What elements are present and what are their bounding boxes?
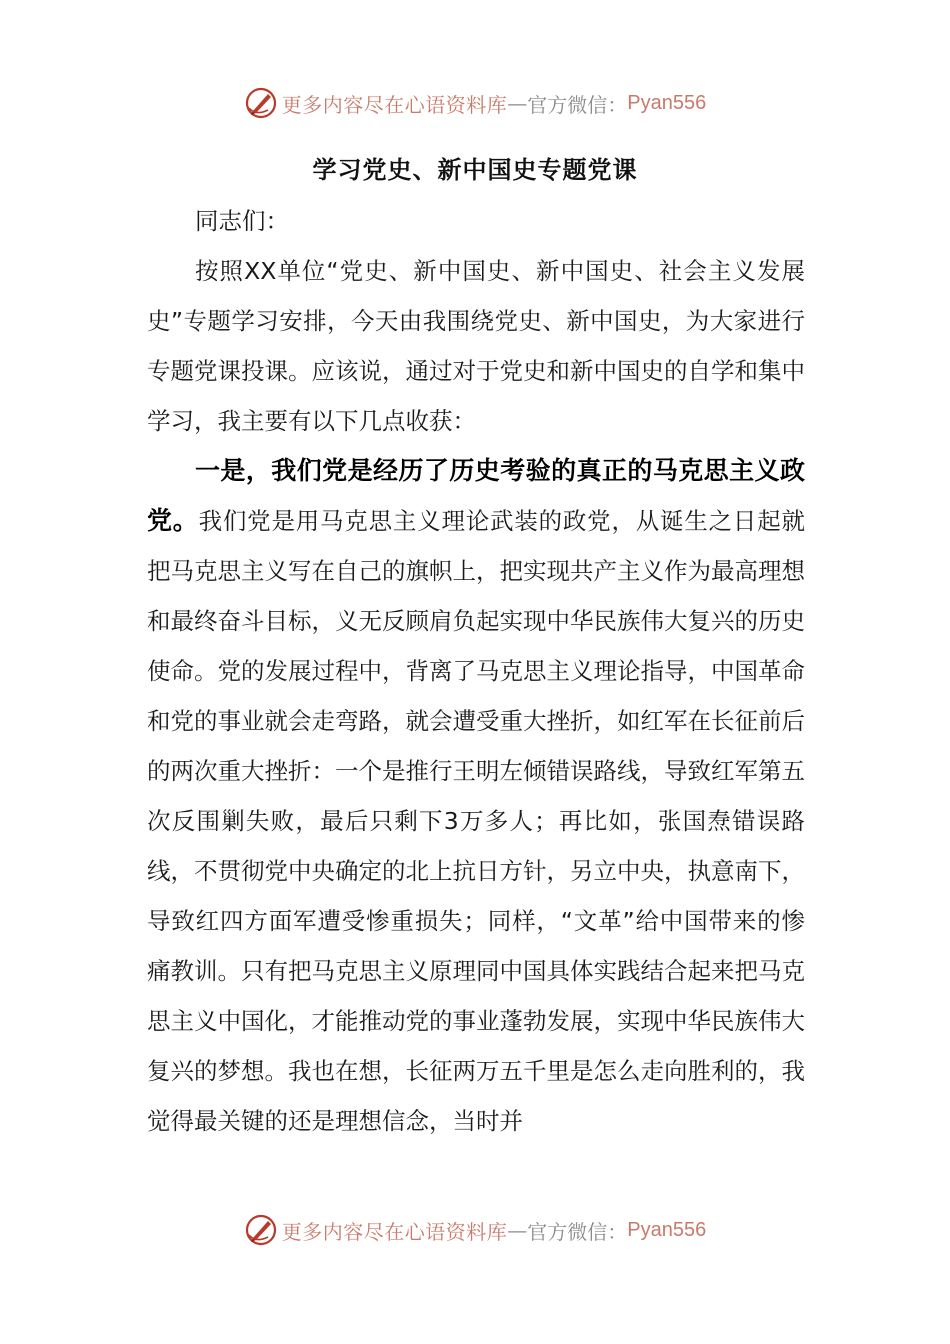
banner-label: 官方微信： [527,92,628,117]
salutation: 同志们： [195,207,289,235]
header-banner [0,83,950,123]
banner-wechat-id: Pyan556 [627,91,707,114]
footer-banner [0,1210,950,1250]
intro-paragraph: 按照XX单位“党史、新中国史、新中国史、社会主义发展史”专题学习安排，今天由我围绕党史、新中国史，为大家进行专题党课投课。应该说，通过对于党史和新中国史的自学和集中学习，我主要有以下几点收获： [147,257,805,435]
point-one-heading: 一是，我们党是经历了历史考验的真正的马克思主义政党。 [147,456,805,535]
banner-wechat-id: Pyan556 [627,1218,707,1241]
pen-logo-icon [244,86,278,120]
banner-label: 官方微信： [527,1219,628,1244]
banner-main-text: 更多内容尽在心语资料库 [281,92,508,117]
pen-logo-icon [244,1213,278,1247]
document-title: 学习党史、新中国史专题党课 [312,155,638,184]
banner-dash: — [507,91,528,115]
banner-main-text: 更多内容尽在心语资料库 [281,1219,508,1244]
point-one-body: 我们党是用马克思主义理论武装的政党，从诞生之日起就把马克思主义写在自己的旗帜上，把实现共产主义作为最高理想和最终奋斗目标，义无反顾肩负起实现中华民族伟大复兴的历史使命。党的发展过程中，背离了马克思主义理论指导，中国革命和党的事业就会走弯路，就会遭受重大挫折，如红军在长征前后的两次重大挫折：一个是推行王明左倾错误路线，导致红军第五次反围剿失败，最后只剩下3万多人；再比如，张国焘错误路线，不贯彻党中央确定的北上抗日方针，另立中央，执意南下，导致红四方面军遭受惨重损失；同样，“文革”给中国带来的惨痛教训。只有把马克思主义原理同中国具体实践结合起来把马克思主义中国化，才能推动党的事业蓬勃发展，实现中华民族伟大复兴的梦想。我也在想，长征两万五千里是怎么走向胜利的，我觉得最关键的还是理想信念，当时并 [147,507,805,1135]
document-body [147,196,805,1146]
point-one-paragraph [147,446,805,1146]
banner-dash: — [507,1218,528,1242]
